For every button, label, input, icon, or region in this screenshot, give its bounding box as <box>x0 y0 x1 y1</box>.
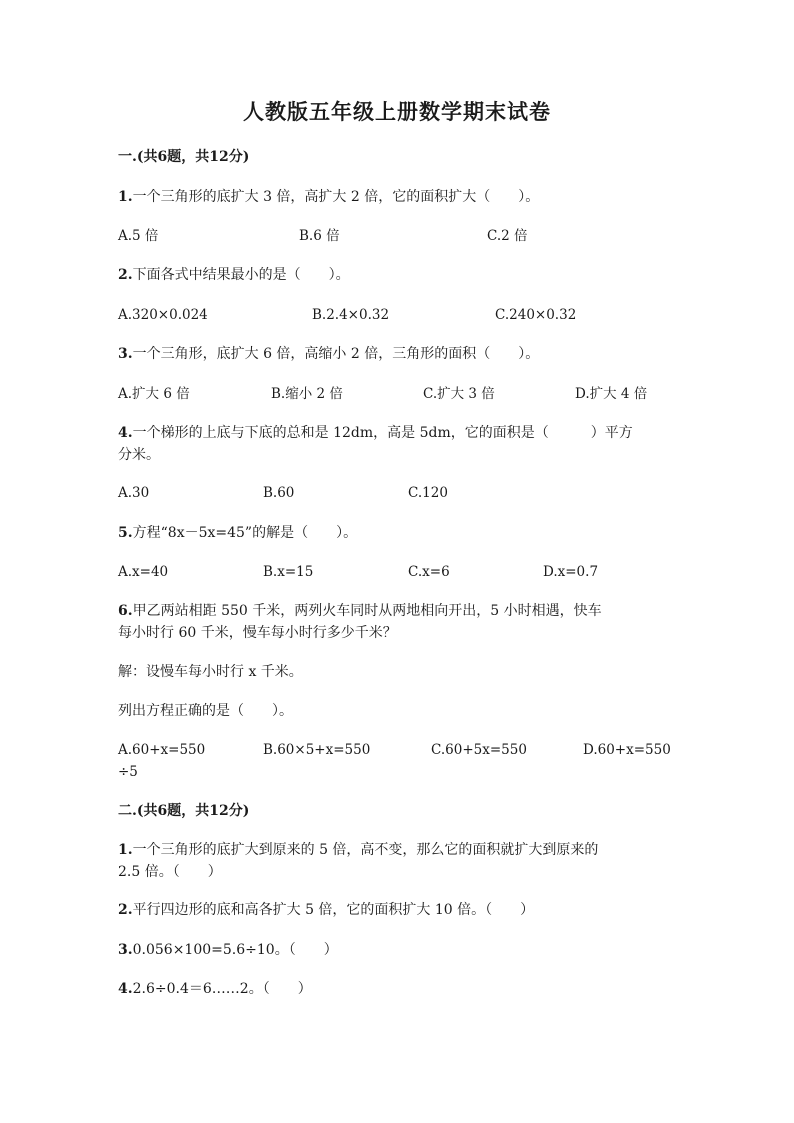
question-text-line-1: 一个三角形的底扩大到原来的 5 倍，高不变，那么它的面积就扩大到原来的 <box>132 842 599 858</box>
question-1-4 <box>118 422 633 444</box>
option-b: B.x=15 <box>263 564 314 580</box>
question-text-line-2: 每小时行 60 千米，慢车每小时行多少千米？ <box>118 625 397 641</box>
question-text: 方程“8x－5x=45”的解是（ ）。 <box>132 525 358 541</box>
option-c: C.扩大 3 倍 <box>423 386 495 402</box>
question-text: 一个三角形的底扩大 3 倍，高扩大 2 倍，它的面积扩大（ ）。 <box>132 189 540 205</box>
question-number: 1. <box>118 189 133 205</box>
question-text: 0.056×100=5.6÷10。（ ） <box>132 942 338 958</box>
solution-text: 解：设慢车每小时行 x 千米。 <box>118 664 303 680</box>
question-2-1 <box>118 839 598 861</box>
question-2-4 <box>118 978 312 1000</box>
prompt-text: 列出方程正确的是（ ）。 <box>118 703 293 719</box>
question-number: 1. <box>118 842 133 858</box>
question-2-3 <box>118 939 338 961</box>
section-heading-1: 一.(共6题，共12分) <box>118 149 250 165</box>
question-text-line-2: 分米。 <box>118 447 160 463</box>
question-1-3 <box>118 343 539 365</box>
option-b: B.2.4×0.32 <box>312 307 390 323</box>
option-c: C.240×0.32 <box>495 307 577 323</box>
option-d: D.x=0.7 <box>543 564 599 580</box>
option-a: A.30 <box>118 485 150 501</box>
question-text-line-2: 2.5 倍。（ ） <box>118 864 222 880</box>
question-text: 平行四边形的底和高各扩大 5 倍，它的面积扩大 10 倍。（ ） <box>132 902 535 918</box>
question-number: 2. <box>118 902 133 918</box>
question-text: 2.6÷0.4＝6……2。（ ） <box>132 981 312 997</box>
question-text-line-1: 一个梯形的上底与下底的总和是 12dm，高是 5dm，它的面积是（ ）平方 <box>132 425 633 441</box>
option-a: A.x=40 <box>118 564 169 580</box>
option-a: A.320×0.024 <box>118 307 208 323</box>
question-number: 6. <box>118 603 133 619</box>
option-c: C.x=6 <box>408 564 450 580</box>
question-1-5 <box>118 522 357 544</box>
question-text-line-1: 甲乙两站相距 550 千米，两列火车同时从两地相向开出，5 小时相遇，快车 <box>132 603 602 619</box>
option-b: B.60 <box>263 485 295 501</box>
question-text: 一个三角形，底扩大 6 倍，高缩小 2 倍，三角形的面积（ ）。 <box>132 346 540 362</box>
section-heading-2: 二.(共6题，共12分) <box>118 803 250 819</box>
question-number: 3. <box>118 346 133 362</box>
option-b: B.60×5+x=550 <box>263 742 371 758</box>
question-text: 下面各式中结果最小的是（ ）。 <box>132 267 350 283</box>
question-number: 3. <box>118 942 133 958</box>
page-title: 人教版五年级上册数学期末试卷 <box>243 99 551 124</box>
question-2-2 <box>118 899 534 921</box>
question-number: 4. <box>118 981 133 997</box>
option-a: A.60+x=550 <box>118 742 206 758</box>
question-number: 2. <box>118 267 133 283</box>
question-number: 5. <box>118 525 133 541</box>
option-c: C.120 <box>408 485 448 501</box>
option-a: A.扩大 6 倍 <box>118 386 190 402</box>
option-d-continuation: ÷5 <box>118 764 138 780</box>
question-1-6 <box>118 600 602 622</box>
option-c: C.60+5x=550 <box>431 742 527 758</box>
option-b: B.缩小 2 倍 <box>271 386 343 402</box>
option-d: D.60+x=550 <box>583 742 671 758</box>
option-a: A.5 倍 <box>118 228 159 244</box>
option-b: B.6 倍 <box>299 228 340 244</box>
question-1-2 <box>118 264 350 286</box>
option-d: D.扩大 4 倍 <box>575 386 648 402</box>
option-c: C.2 倍 <box>487 228 528 244</box>
question-1-1 <box>118 186 539 208</box>
question-number: 4. <box>118 425 133 441</box>
